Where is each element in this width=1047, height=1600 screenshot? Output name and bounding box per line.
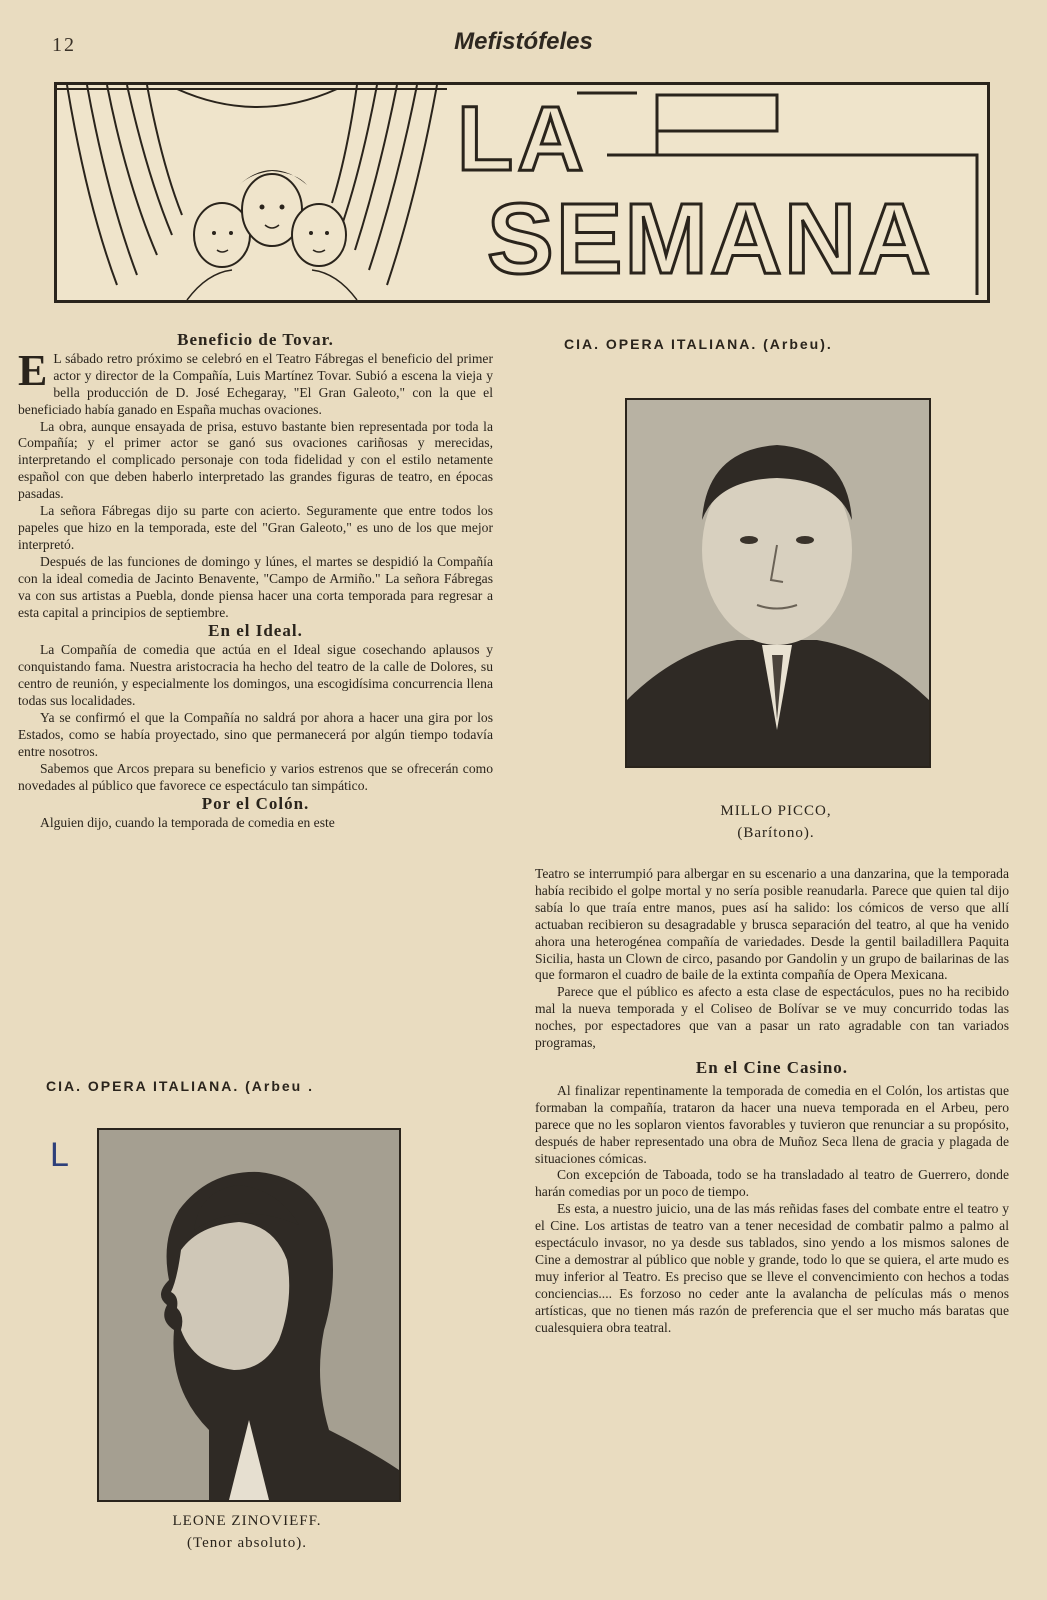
article-paragraph: Después de las funciones de domingo y lúnes, el martes se despidió la Compañía con la ideal comedia de Jacinto Benavente, "Campo de Armiño." La señora Fábregas va con sus artistas a Puebla, donde piensa hacer una corta temporada para regresar a esta capital a principios de septiembre.: [18, 553, 493, 620]
masthead-title-la: LA: [457, 88, 588, 190]
page-number: 12: [52, 34, 76, 56]
article-paragraph: La Compañía de comedia que actúa en el Ideal sigue cosechando aplausos y conquistando fama. Nuestra aristocracia ha hecho del teatro de la calle de Dolores, su centro de reunión, y especialmente los domingos, una escogidísima concurrencia llena todas sus localidades.: [18, 642, 493, 709]
photo-label-left: CIA. OPERA ITALIANA. (Arbeu .: [46, 1078, 314, 1094]
portrait-frontal: [627, 400, 929, 766]
article-paragraph: Ya se confirmó el que la Compañía no saldrá por ahora a hacer una gira por los Estados, como se había proyectado, sino que permanecerá por algún tiempo todavía entre nosotros.: [18, 709, 493, 759]
article-paragraph: Es esta, a nuestro juicio, una de las más reñidas fases del combate entre el teatro y el Cine. Los artistas de teatro van a tener necesidad de combatir palmo a palmo al espectáculo invasor, no ya desde sus tablados, sino yendo a los mismos salones de Cine a demostrar al público que noble y grande, todo lo que se quiera, el arte mudo es muy inferior al Teatro. Es preciso que se lleve el convencimiento con hechos a todas conciencias.... Es forzoso no ceder ante la avalancha de películas más o menos artísticas, que no tienen más razón de preferencia que el ser mucho más baratas que cualesquiera obra teatral.: [535, 1201, 1009, 1335]
masthead-title-semana: SEMANA: [487, 183, 933, 295]
masthead-banner: [54, 82, 990, 303]
photo-millo-picco: [625, 398, 931, 768]
article-paragraph: Teatro se interrumpió para albergar en su escenario a una danzarina, que la temporada había recibido el golpe mortal y no sería posible reanudarla. Parece que quien tal dijo sabía lo que traía entre manos, pues así ha salido: los cómicos de verso que allí actuaban recibieron su desagradable y brusca separación del teatro, al que ha venido ahora una heterogénea compañía de variedades. Desde la gentil bailadillera Paquita Sicilia, hasta un Clown de circo, pasando por Gandolin y un grupo de bailarinas de las que formaron el cuadro de baile de la extinta compañía de Opera Mexicana.: [535, 866, 1009, 983]
left-column: [18, 330, 493, 832]
section-title-ideal: En el Ideal.: [208, 621, 303, 641]
article-paragraph: Parece que el público es afecto a esta clase de espectáculos, pues no ha recibido mal la nueva temporada y el Coliseo de Bolívar se ve muy concurrido todas las noches, por espectadores que van a pasar un rato agradable con tan variados programas,: [535, 984, 1009, 1051]
photo-caption-left: [97, 1510, 397, 1554]
article-paragraph: E L sábado retro próximo se celebró en el Teatro Fábregas el beneficio del primer actor y director de la Compañía, Luis Martínez Tovar. Subió a escena la vieja y bella producción de D. José Echegaray, "El Gran Galeoto," con la que el beneficiado había ganado en España muchas ovaciones.: [18, 345, 493, 417]
section-title-cine-casino: En el Cine Casino.: [695, 1057, 849, 1077]
caption-role: (Tenor absoluto).: [186, 1535, 308, 1551]
photo-leone-zinovieff: [97, 1128, 401, 1502]
caption-name: MILLO PICCO,: [720, 803, 832, 819]
caption-name: LEONE ZINOVIEFF.: [172, 1513, 322, 1529]
portrait-profile-silhouette: [99, 1130, 399, 1500]
handwritten-annotation: L: [50, 1136, 69, 1174]
photo-caption-right: [625, 800, 927, 844]
article-paragraph: La obra, aunque ensayada de prisa, estuvo bastante bien representada por toda la Compañía; y el primer actor se ganó sus ovaciones cariñosas y merecidas, interpretando el complicado personaje con toda fidelidad y con el estilo netamente español con que deben haberlo interpretado las grandes figuras de teatro, en épocas pasadas.: [18, 418, 493, 502]
right-column: [535, 866, 1009, 1336]
photo-label-right: CIA. OPERA ITALIANA. (Arbeu).: [564, 336, 833, 352]
article-paragraph: Al finalizar repentinamente la temporada de comedia en el Colón, los artistas que formaban la compañía, trataron da hacer una nueva temporada en el Arbeu, pero parece que no les soplaron vientos favorables y tuvieron que renunciar a su propósito, después de haber representado una obra de Muñoz Seca llena de gracia y plagada de situaciones cómicas.: [535, 1082, 1009, 1166]
drop-cap: E: [18, 345, 48, 395]
magazine-title: Mefistófeles: [454, 28, 593, 55]
article-paragraph: Con excepción de Taboada, todo se ha transladado al teatro de Guerrero, donde harán comedias por un poco de tiempo.: [535, 1167, 1009, 1200]
section-title-colon: Por el Colón.: [201, 794, 310, 814]
caption-role: (Barítono).: [737, 825, 815, 841]
article-paragraph: Sabemos que Arcos prepara su beneficio y varios estrenos que se ofrecerán como novedades al público que favorece ce espectáculo tan simpático.: [18, 760, 493, 793]
article-paragraph: La señora Fábregas dijo su parte con acierto. Seguramente que entre todos los papeles que hizo en la temporada, este del "Gran Galeoto," es uno de los que mejor interpretó.: [18, 503, 493, 552]
article-paragraph: Alguien dijo, cuando la temporada de comedia en este: [40, 815, 335, 831]
section-title-beneficio-tovar: Beneficio de Tovar.: [177, 330, 334, 349]
